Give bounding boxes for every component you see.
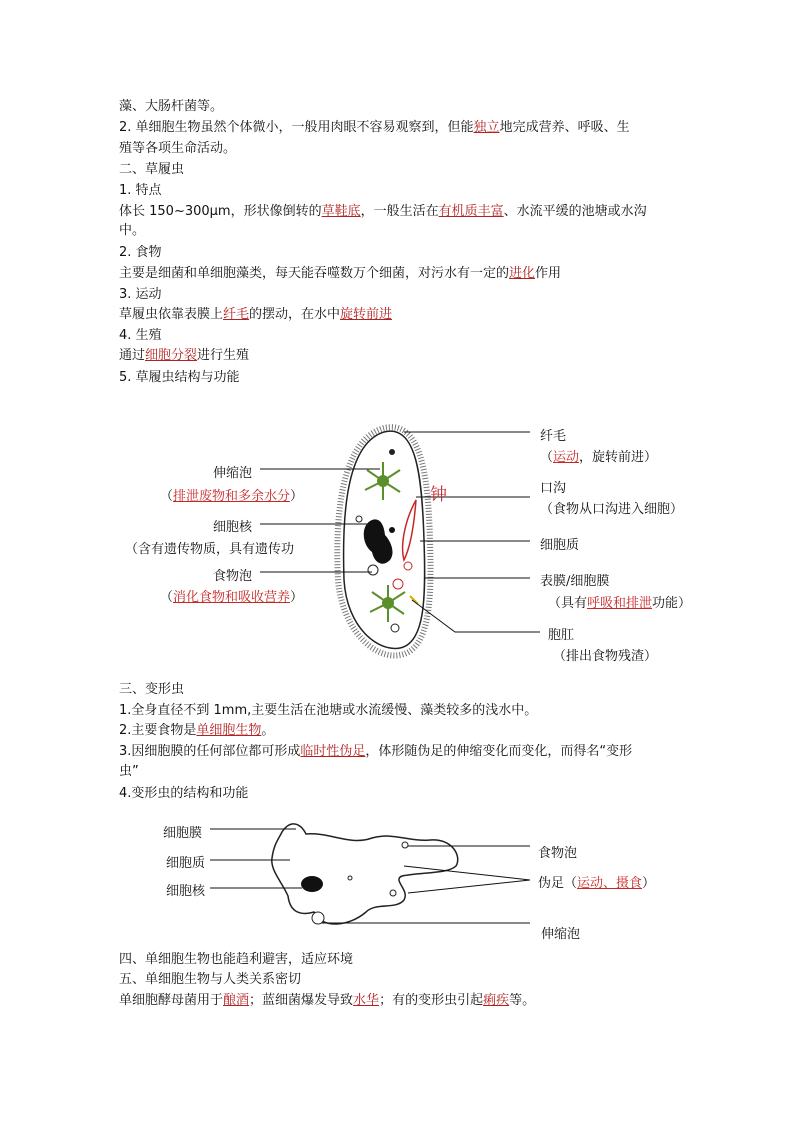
handwritten-note: 钟 <box>430 485 447 505</box>
amoeba-nucleus <box>301 876 323 892</box>
food-vacuole <box>389 449 395 455</box>
subheading: 1. 特点 <box>119 183 162 198</box>
text-line: 中。 <box>119 223 146 238</box>
subheading: 5. 草履虫结构与功能 <box>119 370 240 385</box>
section-heading: 四、单细胞生物也能趋利避害，适应环境 <box>119 952 354 967</box>
label-cilia: 纤毛 <box>540 429 567 444</box>
amoeba-body <box>272 824 458 924</box>
paramecium-diagram <box>260 427 540 655</box>
text-line: 通过细胞分裂进行生殖 <box>119 348 250 363</box>
label-oral-groove: 口沟 <box>540 481 567 496</box>
label-cytoplasm: 细胞质 <box>540 538 580 553</box>
text-line: 2.主要食物是单细胞生物。 <box>119 723 275 738</box>
label-oral-groove-function: （食物从口沟进入细胞） <box>540 502 684 517</box>
micronucleus <box>389 527 395 533</box>
amoeba-diagram <box>210 824 530 924</box>
text-line: 藻、大肠杆菌等。 <box>119 99 224 114</box>
label-amoeba-cytoplasm: 细胞质 <box>166 856 206 871</box>
subheading: 3. 运动 <box>119 287 162 302</box>
label-amoeba-food-vacuole: 食物泡 <box>538 846 578 861</box>
text-line: 虫” <box>119 764 139 779</box>
text-line: 殖等各项生命活动。 <box>119 141 237 156</box>
label-cilia-function: （运动，旋转前进） <box>540 450 658 465</box>
label-food-vacuole: 食物泡 <box>213 569 253 584</box>
text-line: 体长 150~300μm，形状像倒转的草鞋底，一般生活在有机质丰富、水流平缓的池塘或水沟 <box>119 204 647 219</box>
label-anal-pore: 胞肛 <box>548 628 575 643</box>
section-heading: 二、草履虫 <box>119 162 185 177</box>
label-pellicle: 表膜/细胞膜 <box>540 574 610 589</box>
label-amoeba-contractile: 伸缩泡 <box>541 927 581 942</box>
label-nucleus: 细胞核 <box>213 520 253 535</box>
label-food-vacuole-function: （消化食物和吸收营养） <box>160 590 304 605</box>
amoeba-contractile-vacuole <box>312 912 324 924</box>
subheading: 4. 生殖 <box>119 328 162 343</box>
text-line: 单细胞酵母菌用于酿酒；蓝细菌爆发导致水华；有的变形虫引起痢疾等。 <box>119 993 536 1008</box>
label-contractile-function: （排泄废物和多余水分） <box>160 489 304 504</box>
text-line: 1.全身直径不到 1mm,主要生活在池塘或水流缓慢、藻类较多的浅水中。 <box>119 703 538 718</box>
label-amoeba-membrane: 细胞膜 <box>163 826 203 841</box>
label-anal-pore-function: （排出食物残渣） <box>553 649 658 664</box>
pointer-line <box>408 880 530 893</box>
section-heading: 三、变形虫 <box>119 682 185 697</box>
text-line: 草履虫依靠表膜上纤毛的摆动，在水中旋转前进 <box>119 307 393 322</box>
text-line: 3.因细胞膜的任何部位都可形成临时性伪足，体形随伪足的伸缩变化而变化，而得名“变形 <box>119 744 633 759</box>
label-amoeba-nucleus: 细胞核 <box>166 884 206 899</box>
text-line: 2. 单细胞生物虽然个体微小，一般用肉眼不容易观察到，但能独立地完成营养、呼吸、生 <box>119 120 630 135</box>
label-amoeba-pseudopod: 伪足（运动、摄食） <box>538 876 656 891</box>
label-contractile-vacuole: 伸缩泡 <box>213 466 253 481</box>
subheading: 4.变形虫的结构和功能 <box>119 786 249 801</box>
label-nucleus-function: （含有遗传物质，具有遗传功 <box>125 542 295 557</box>
text-line: 主要是细菌和单细胞藻类，每天能吞噬数万个细菌，对污水有一定的进化作用 <box>119 266 562 281</box>
label-pellicle-function: （具有呼吸和排泄功能） <box>548 596 692 611</box>
subheading: 2. 食物 <box>119 245 162 260</box>
section-heading: 五、单细胞生物与人类关系密切 <box>119 972 302 987</box>
